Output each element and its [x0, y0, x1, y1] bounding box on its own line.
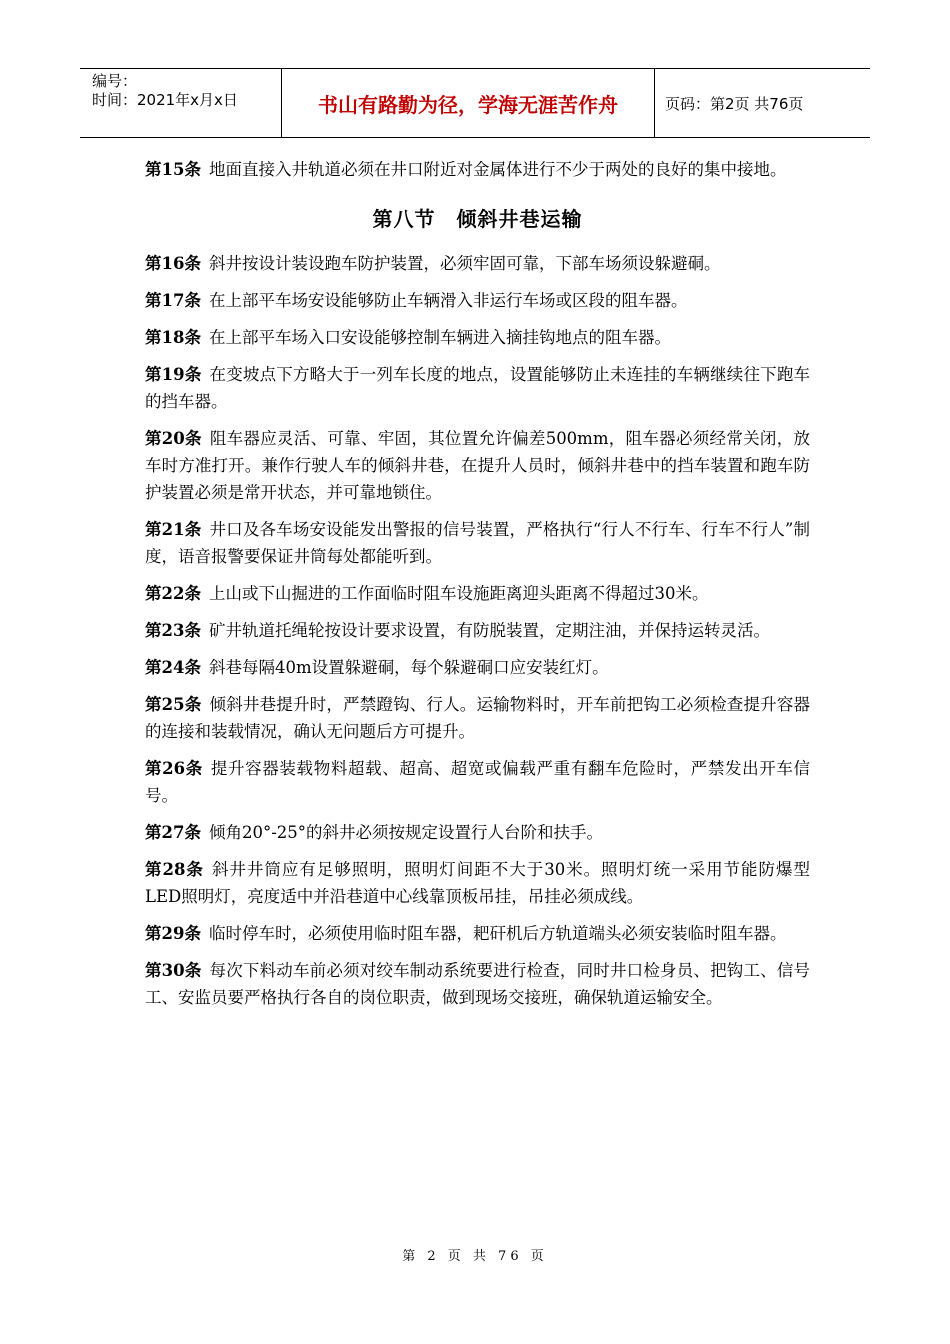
page-footer: 第 2 页 共 76 页: [402, 1249, 548, 1264]
article-text: 提升容器装载物料超载、超高、超宽或偏载严重有翻车危险时，严禁发出开车信号。: [145, 759, 810, 805]
article: [145, 425, 810, 506]
article: [145, 856, 810, 910]
article: [145, 617, 810, 644]
article: [145, 361, 810, 415]
article-number: 第16条: [145, 254, 201, 273]
article-list: [145, 250, 810, 1011]
article-text: 斜井井筒应有足够照明，照明灯间距不大于30米。照明灯统一采用节能防爆型LED照明灯，亮度适中并沿巷道中心线靠顶板吊挂，吊挂必须成线。: [145, 860, 811, 906]
section-title: 第八节 倾斜井巷运输: [372, 207, 583, 231]
article: [145, 920, 810, 947]
article: [145, 691, 810, 745]
article-number: 第23条: [145, 621, 201, 640]
article-text: 在变坡点下方略大于一列车长度的地点，设置能够防止未连挂的车辆继续往下跑车的挡车器。: [145, 365, 811, 411]
article: [145, 957, 810, 1011]
article-text: 倾斜井巷提升时，严禁蹬钩、行人。运输物料时，开车前把钩工必须检查提升容器的连接和装载情况，确认无问题后方可提升。: [145, 695, 811, 741]
article-number: 第22条: [145, 584, 201, 603]
article-number: 第24条: [145, 658, 201, 677]
article-number: 第21条: [145, 520, 202, 539]
article-number: 第29条: [145, 924, 201, 943]
article: [145, 516, 810, 570]
article: [145, 156, 810, 183]
article: [145, 287, 810, 314]
article-number: 第25条: [145, 695, 202, 714]
article-text: 阻车器应灵活、可靠、牢固，其位置允许偏差500mm，阻车器必须经常关闭，放车时方准打开。兼作行驶人车的倾斜井巷，在提升人员时，倾斜井巷中的挡车装置和跑车防护装置必须是常开状态，并可靠地锁住。: [145, 429, 810, 502]
header-motto: 书山有路勤为径，学海无涯苦作舟: [282, 69, 655, 137]
article-text: 每次下料动车前必须对绞车制动系统要进行检查，同时井口检身员、把钩工、信号工、安监员要严格执行各自的岗位职责，做到现场交接班，确保轨道运输安全。: [145, 961, 811, 1007]
article-number: 第15条: [145, 160, 201, 179]
article-text: 斜井按设计装设跑车防护装置，必须牢固可靠，下部车场须设躲避硐。: [208, 254, 721, 273]
page-header: [80, 68, 870, 138]
article: [145, 324, 810, 351]
article-text: 倾角20°-25°的斜井必须按规定设置行人台阶和扶手。: [208, 823, 604, 842]
article-text: 斜巷每隔40m设置躲避硐，每个躲避硐口应安装红灯。: [208, 658, 609, 677]
article-number: 第20条: [145, 429, 202, 448]
code-label: 编号：: [92, 72, 138, 90]
header-page-info: 页码：第2页 共76页: [665, 94, 804, 113]
article-number: 第28条: [145, 860, 204, 879]
article-text: 在上部平车场入口安设能够控制车辆进入摘挂钩地点的阻车器。: [208, 328, 671, 347]
article: [145, 819, 810, 846]
article-number: 第27条: [145, 823, 201, 842]
document-body: [145, 156, 810, 1021]
article-number: 第30条: [145, 961, 202, 980]
article-text: 矿井轨道托绳轮按设计要求设置，有防脱装置，定期注油，并保持运转灵活。: [208, 621, 770, 640]
article-text: 在上部平车场安设能够防止车辆滑入非运行车场或区段的阻车器。: [208, 291, 688, 310]
article: [145, 654, 810, 681]
article-text: 地面直接入井轨道必须在井口附近对金属体进行不少于两处的良好的集中接地。: [208, 160, 787, 179]
article-number: 第18条: [145, 328, 201, 347]
article-number: 第26条: [145, 759, 203, 778]
article: [145, 755, 810, 809]
article-text: 井口及各车场安设能发出警报的信号装置，严格执行“行人不行车、行车不行人”制度，语音报警要保证井筒每处都能听到。: [145, 520, 810, 566]
article-number: 第19条: [145, 365, 202, 384]
article: [145, 250, 810, 277]
article-text: 上山或下山掘进的工作面临时阻车设施距离迎头距离不得超过30米。: [208, 584, 709, 603]
date-label: 时间：2021年x月x日: [92, 91, 238, 109]
article-text: 临时停车时，必须使用临时阻车器，耙矸机后方轨道端头必须安装临时阻车器。: [208, 924, 787, 943]
article: [145, 580, 810, 607]
article-number: 第17条: [145, 291, 201, 310]
header-meta: [80, 69, 282, 137]
